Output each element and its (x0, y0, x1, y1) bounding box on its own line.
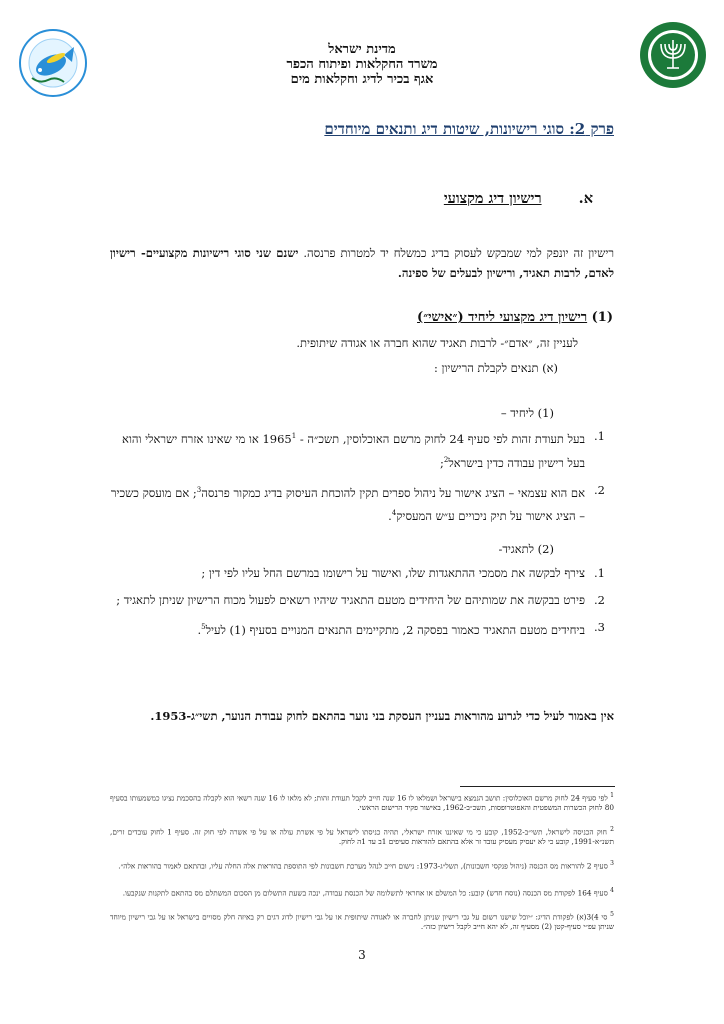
footnote-number: 1 (610, 792, 614, 799)
header-line-ministry: משרד החקלאות ופיתוח הכפר (286, 57, 438, 72)
footnote-ref[interactable]: 4 (391, 509, 397, 518)
footnote (110, 791, 614, 813)
item-text-cont: או מי שאינו אזרח ישראלי והוא בעל רישיון עבודה כדין בישראל (122, 431, 585, 470)
subsection-1-heading (40, 309, 613, 325)
intro-paragraph (110, 243, 614, 283)
footnote (110, 825, 614, 847)
header-line-department: אגף בכיר לדיג וחקלאות מים (290, 72, 434, 87)
footnote-text: סעיף 164 לפקודת מס הכנסה (נוסח חדש) קובע: כל המשלם או אחראי לתשלומה של הכנסת עבודה, ינכה בשעת התשלום מן הסכום המשתלם מס בהתאם לתקנות שנקבעו. (122, 888, 608, 898)
person-definition: לעניין זה, ״אדם״- לרבות תאגיד שהוא חברה או אגודה שיתופית. (296, 336, 578, 350)
footnote-ref[interactable]: 1 (291, 432, 297, 440)
footnote-number: 5 (610, 911, 614, 918)
footnote-text: סי 4)3(א) לפקודת הדיג: ״יוכל שישנו רשום על גבי רישיון שניתן לחברה או לאגודה שיתופית או על גבי רישיון לדוג דגים רק באיזה חלק מסויים בישראל או על גבי רישיון מיוחד שניתן עפ״י סעיף-קטן (2) מסעיף זה, לא יהא חייב לקבל רישיון כזה״. (110, 912, 614, 932)
corporation-heading: (2) לתאגיד- (498, 542, 554, 556)
section-title: רישיון דיג מקצועי (443, 190, 542, 207)
list-item (110, 617, 605, 641)
footnote (110, 910, 614, 932)
section-a-heading (40, 190, 593, 208)
list-item (110, 480, 605, 528)
item-end: . (197, 622, 202, 637)
item-text: ביחידים מטעם התאגיד כאמור בפסקה 2, מתקיימים התנאים המנויים בסעיף (1) לעיל (205, 622, 585, 637)
item-number: 3. (594, 620, 605, 634)
conditions-heading: (א) תנאים לקבלת הרישיון : (434, 361, 558, 375)
footnote-number: 3 (610, 860, 614, 867)
item-number: 2. (594, 593, 605, 607)
footnote-text: סעיף 2 להוראות מס הכנסה (ניהול פנקסי חשבונות), תשל״ג-1973: נישום חייב לנהל מערכת חשבונות לפי התוספת בהוראות אלה החלה עליו, ובהתאם לאמור בהוראות אלה״. (118, 861, 608, 871)
item-text: בעל תעודת זהות לפי סעיף 24 לחוק מרשם האוכלוסין, תשכ״ה - 1965 (262, 431, 585, 446)
footnote-text: חוק הכניסה לישראל, תשי״ב-1952, קובע כי מי שאיננו אזרח ישראלי, תהיה כניסתו לישראל על פי אשרת עולה או על פי אשרה לפי חוק זה. סעיף 1 לחוק עובדים זרים, תשנ״א-1991, קובע כי לא יעסיק מעסיק עובד זר אלא בהתאם להוראות סעיפים 1ב עד 1ה לחוק. (110, 827, 614, 847)
corporation-conditions-list (110, 563, 605, 647)
item-end: . (388, 509, 392, 524)
footnote-text: לפי סעיף 24 לחוק מרשם האוכלוסין: תושב הנמצא בישראל ושמלאו לו 16 שנה חייב לקבל תעודת זהות; לא מלאו לו 16 שנה רשאי הוא לקבלה בהסכמת נציגו כמשמעותו בסעיף 80 לחוק הכשרות המשפטית והאפוטרופסות, תשכ״ב-1962, באישור פקיד הרישום הראשי. (110, 793, 614, 813)
item-text: אם הוא עצמאי – הציג אישור על ניהול ספרים תקין להוכחת העיסוק בדיג כמקור פרנסה (201, 485, 585, 500)
footnote-number: 2 (610, 826, 614, 833)
item-number: 2. (594, 482, 605, 497)
list-item (110, 426, 605, 474)
item-end: ; (440, 455, 444, 470)
document-header (0, 42, 724, 87)
subsection-title: רישיון דיג מקצועי ליחיד (״אישי״) (417, 310, 588, 325)
item-number: 1. (594, 566, 605, 580)
footnote-separator (460, 786, 615, 787)
list-item (110, 563, 605, 584)
footnote-ref[interactable]: 5 (201, 623, 206, 631)
individual-conditions-list (110, 426, 605, 533)
header-line-state: מדינת ישראל (328, 42, 396, 57)
footnote-ref[interactable]: 3 (196, 485, 202, 494)
footnote (110, 859, 614, 871)
section-letter: א. (578, 190, 593, 207)
footnote-ref[interactable]: 2 (443, 455, 449, 464)
item-text: פירט בבקשה את שמותיהם של היחידים מטעם התאגיד שיהיו רשאים לפעול מכוח הרישיון שניתן לתאגיד ; (116, 593, 585, 607)
intro-text: רישיון זה יונפק למי שמבקש לעסוק בדיג כמשלח יד למטרות פרנסה. (298, 246, 614, 260)
item-text-cont: ; אם מועסק כשכיר – הציג אישור על תיק ניכויים ע״ש המעסיק (110, 485, 585, 524)
youth-employment-note: אין באמור לעיל כדי לגרוע מהוראות בעניין העסקת בני נוער בהתאם לחוק עבודת הנוער, תשי״ג-1953. (150, 709, 614, 723)
subsection-number: (1) (591, 310, 613, 325)
item-number: 1. (594, 429, 605, 443)
chapter-title: פרק 2: סוגי רישיונות, שיטות דיג ותנאים מיוחדים (324, 120, 614, 138)
intro-bold-text: ישנם שני סוגי רישיונות מקצועיים- רישיון לאדם, לרבות תאגיד, ורישיון לבעלים של ספינה. (110, 246, 614, 280)
list-item (110, 590, 605, 611)
individual-heading: (1) ליחיד – (500, 406, 554, 420)
footnote-number: 4 (610, 887, 614, 894)
page-number: 3 (358, 948, 366, 962)
footnote (110, 886, 614, 898)
item-text: צירף לבקשה את מסמכי ההתאגדות שלו, ואישור על רישומו במרשם החל עליו לפי דין ; (201, 566, 585, 580)
